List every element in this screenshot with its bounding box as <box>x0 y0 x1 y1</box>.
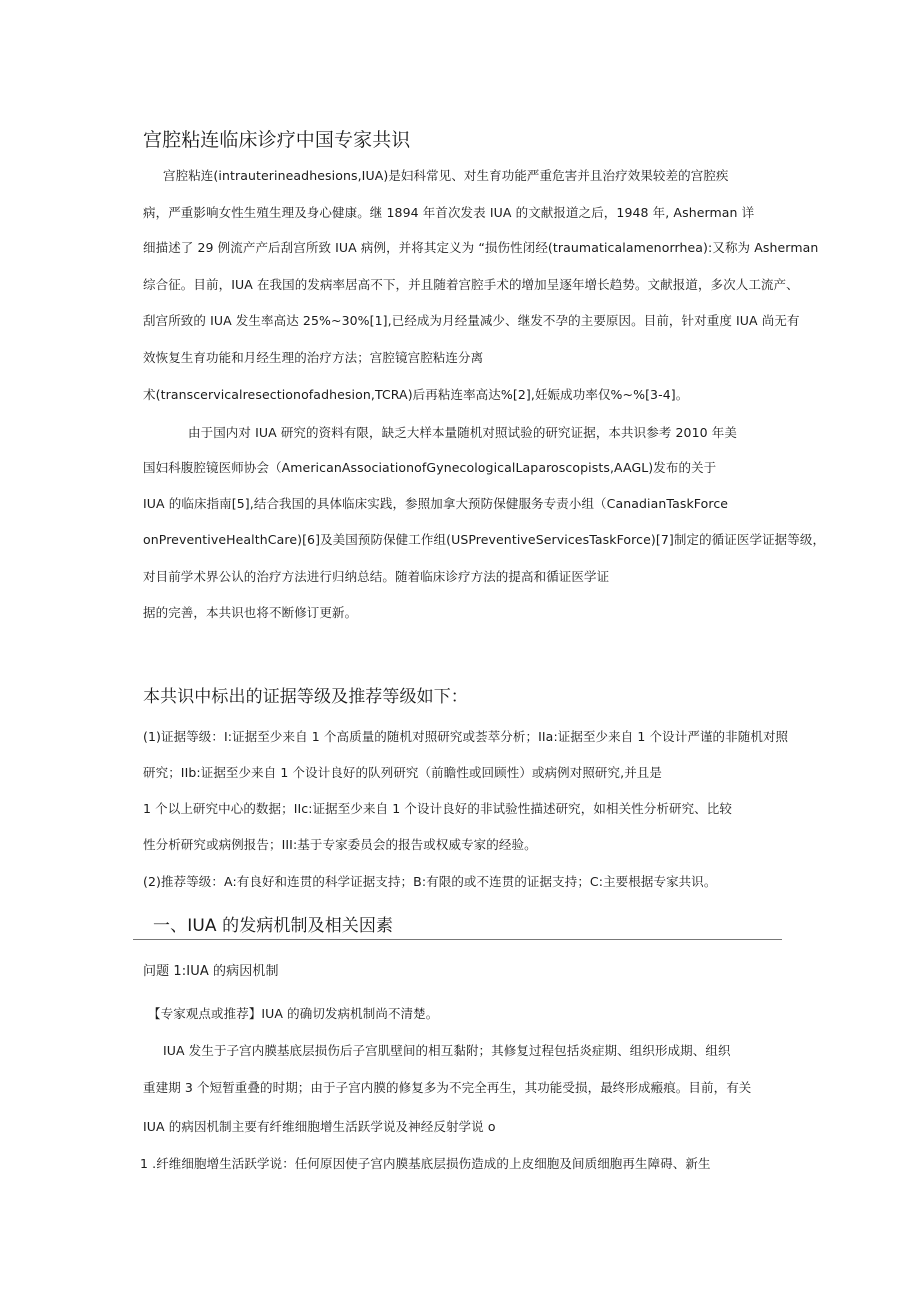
document-title: 宫腔粘连临床诊疗中国专家共识 <box>143 129 411 151</box>
intro-line-4: 综合征。目前，IUA 在我国的发病率居高不下，并且随着宫腔手术的增加呈逐年增长趋势。文献报道，多次人工流产、 <box>143 277 799 292</box>
intro-line-2: 病，严重影响女性生殖生理及身心健康。继 1894 年首次发表 IUA 的文献报道之后，1948 年, Asherman 详 <box>143 205 755 220</box>
para2-line-4: onPreventiveHealthCare)[6]及美国预防保健工作组(USPreventiveServicesTaskForce)[7]制定的循证医学证据等级， <box>143 532 826 547</box>
para3-line-3: IUA 的病因机制主要有纤维细胞增生活跃学说及神经反射学说 o <box>143 1119 496 1134</box>
para3-line-2: 重建期 3 个短暂重叠的时期；由于子宫内膜的修复多为不完全再生，其功能受损，最终形成瘢痕。目前，有关 <box>143 1080 752 1095</box>
section-divider <box>133 939 782 940</box>
para2-line-5: 对目前学术界公认的治疗方法进行归纳总结。随着临床诊疗方法的提高和循证医学证 <box>143 569 610 584</box>
intro-line-1: 宫腔粘连(intrauterineadhesions,IUA)是妇科常见、对生育功能严重危害并且治疗效果较差的宫腔疾 <box>163 168 729 183</box>
grades-heading: 本共识中标出的证据等级及推荐等级如下： <box>143 687 468 707</box>
para2-line-6: 据的完善，本共识也将不断修订更新。 <box>143 605 358 620</box>
intro-line-6: 效恢复生育功能和月经生理的治疗方法；宫腔镜宫腔粘连分离 <box>143 350 484 365</box>
grades-line-2: 研究；IIb:证据至少来自 1 个设计良好的队列研究（前瞻性或回顾性）或病例对照研究,并且是 <box>143 765 662 780</box>
intro-line-5: 刮宫所致的 IUA 发生率高达 25%~30%[1],已经成为月经量减少、继发不孕的主要原因。目前，针对重度 IUA 尚无有 <box>143 313 800 328</box>
intro-line-3: 细描述了 29 例流产产后刮宫所致 IUA 病例，并将其定义为 “损伤性闭经(traumaticalamenorrhea):又称为 Asherman <box>143 240 819 255</box>
para2-line-1: 由于国内对 IUA 研究的资料有限，缺乏大样本量随机对照试验的研究证据，本共识参考 2010 年美 <box>188 425 737 440</box>
grades-line-5: (2)推荐等级：A:有良好和连贯的科学证据支持；B:有限的或不连贯的证据支持；C:主要根据专家共识。 <box>143 874 717 889</box>
para2-line-2: 国妇科腹腔镜医师协会（AmericanAssociationofGynecologicalLaparoscopists,AAGL)发布的关于 <box>143 460 717 475</box>
para3-line-1: IUA 发生于子宫内膜基底层损伤后子宫肌壁间的相互黏附；其修复过程包括炎症期、组织形成期、组织 <box>163 1043 731 1058</box>
para2-line-3: IUA 的临床指南[5],结合我国的具体临床实践，参照加拿大预防保健服务专责小组（CanadianTaskForce <box>143 496 729 511</box>
recommendation-text: 【专家观点或推荐】IUA 的确切发病机制尚不清楚。 <box>148 1006 439 1021</box>
grades-line-4: 性分析研究或病例报告；III:基于专家委员会的报告或权威专家的经验。 <box>143 837 537 852</box>
question1-heading: 问题 1:IUA 的病因机制 <box>143 964 279 979</box>
intro-line-7: 术(transcervicalresectionofadhesion,TCRA)后再粘连率高达%[2],妊娠成功率仅%~%[3-4]。 <box>143 387 689 402</box>
grades-line-1: (1)证据等级：I:证据至少来自 1 个高质量的随机对照研究或荟萃分析；IIa:证据至少来自 1 个设计严谨的非随机对照 <box>143 729 789 744</box>
section1-heading: 一、IUA 的发病机制及相关因素 <box>153 916 394 936</box>
item1-text: 1 .纤维细胞增生活跃学说：任何原因使子宫内膜基底层损伤造成的上皮细胞及间质细胞再生障碍、新生 <box>140 1156 711 1171</box>
grades-line-3: 1 个以上研究中心的数据；IIc:证据至少来自 1 个设计良好的非试验性描述研究，如相关性分析研究、比较 <box>143 801 732 816</box>
